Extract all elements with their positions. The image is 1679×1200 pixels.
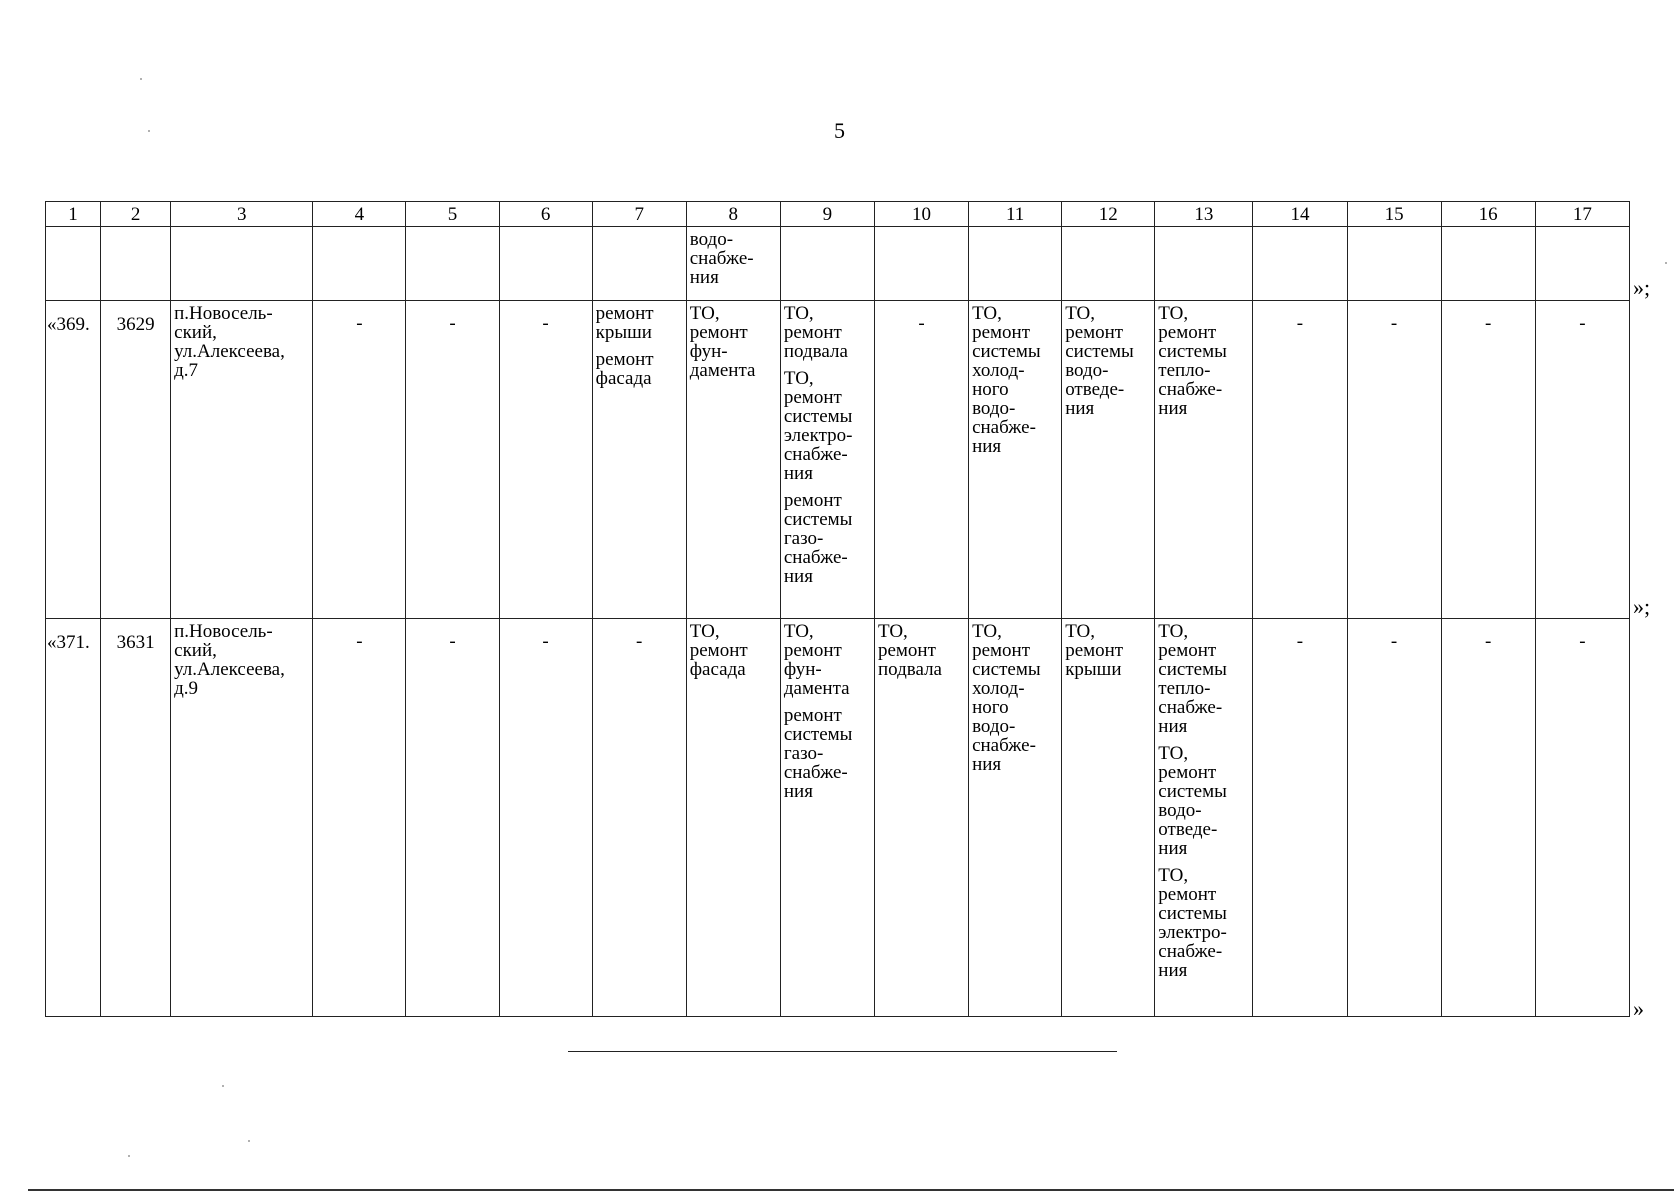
cell-text-block bbox=[878, 622, 965, 679]
empty-dash bbox=[316, 304, 402, 333]
cell-text-line: ремонт bbox=[689, 322, 748, 343]
cell-text-line: системы bbox=[1158, 659, 1227, 680]
table-cell bbox=[969, 619, 1062, 1017]
table-cell bbox=[780, 619, 874, 1017]
cell-text-line: ТО, bbox=[1065, 621, 1096, 642]
cell-text-line: холод- bbox=[972, 678, 1025, 699]
row-closing-quote: » bbox=[1633, 996, 1644, 1021]
cell-text-block bbox=[972, 304, 1058, 456]
cell-text-block bbox=[47, 633, 100, 652]
cell-text-line: ремонт bbox=[783, 705, 842, 726]
cell-text-line: ремонт bbox=[595, 303, 654, 324]
cell-text-line: системы bbox=[972, 341, 1041, 362]
cell-text-line: снабже- bbox=[689, 248, 754, 269]
column-header-6: 6 bbox=[499, 202, 592, 227]
cell-text-line: водо- bbox=[1158, 800, 1202, 821]
cell-text-line: ремонт bbox=[1065, 322, 1124, 343]
column-header-12: 12 bbox=[1062, 202, 1155, 227]
cell-text-line: водо- bbox=[1065, 360, 1109, 381]
cell-text-block bbox=[1158, 304, 1249, 418]
cell-text-line: ТО, bbox=[689, 303, 720, 324]
table-cell bbox=[1535, 227, 1629, 301]
table-cell bbox=[780, 227, 874, 301]
cell-text-line: отведе- bbox=[1158, 819, 1218, 840]
table-cell bbox=[1441, 227, 1535, 301]
cell-text-line: - bbox=[1390, 313, 1398, 334]
table-cell bbox=[313, 619, 406, 1017]
table-cell bbox=[101, 227, 171, 301]
empty-dash bbox=[596, 622, 683, 651]
table-cell bbox=[686, 619, 780, 1017]
cell-text-block bbox=[784, 706, 871, 801]
cell-text-line: ния bbox=[1158, 838, 1188, 859]
cell-text-line: 3629 bbox=[116, 314, 155, 335]
cell-text-line: ул.Алексеева, bbox=[174, 341, 285, 362]
cell-text-line: ТО, bbox=[1158, 743, 1189, 764]
cell-text-line: - bbox=[1296, 313, 1304, 334]
table-cell bbox=[874, 227, 968, 301]
cell-text-block bbox=[596, 350, 683, 388]
cell-text-line: ния bbox=[1158, 398, 1188, 419]
table-cell bbox=[1535, 301, 1629, 619]
cell-text-line: ремонт bbox=[1158, 322, 1217, 343]
table-cell bbox=[101, 301, 171, 619]
table-cell bbox=[592, 301, 686, 619]
table-cell bbox=[969, 301, 1062, 619]
column-header-5: 5 bbox=[406, 202, 499, 227]
table-cell bbox=[171, 227, 313, 301]
cell-text-line: фасада bbox=[595, 368, 652, 389]
cell-text-block bbox=[784, 622, 871, 698]
table-row bbox=[46, 301, 1630, 619]
cell-text-block bbox=[104, 633, 167, 652]
table-cell bbox=[1253, 227, 1347, 301]
empty-dash bbox=[1351, 304, 1438, 333]
repair-schedule-table bbox=[45, 201, 1630, 1017]
table-cell bbox=[1062, 227, 1155, 301]
cell-text-line: - bbox=[1485, 313, 1492, 334]
cell-text-line: ния bbox=[783, 781, 813, 802]
cell-text-line: - bbox=[1579, 631, 1586, 652]
cell-text-line: отведе- bbox=[1065, 379, 1125, 400]
cell-text-block bbox=[1065, 304, 1151, 418]
cell-text-block bbox=[690, 304, 777, 380]
table-cell bbox=[1062, 301, 1155, 619]
cell-text-line: фасада bbox=[689, 659, 746, 680]
cell-text-block bbox=[596, 304, 683, 342]
table-cell bbox=[1347, 619, 1441, 1017]
empty-dash bbox=[409, 622, 495, 651]
cell-text-line: «369. bbox=[47, 314, 90, 335]
table-cell bbox=[1155, 301, 1253, 619]
cell-text-line: дамента bbox=[783, 678, 850, 699]
table-cell bbox=[1535, 619, 1629, 1017]
cell-text-block bbox=[972, 622, 1058, 774]
cell-text-block bbox=[690, 230, 777, 287]
empty-dash bbox=[1256, 622, 1343, 651]
cell-text-block bbox=[1158, 622, 1249, 736]
table-cell bbox=[1155, 619, 1253, 1017]
cell-text-line: 3631 bbox=[116, 632, 155, 653]
cell-text-line: п.Новосель- bbox=[174, 303, 273, 324]
cell-text-line: ния bbox=[972, 436, 1002, 457]
cell-text-line: водо- bbox=[972, 398, 1016, 419]
cell-text-line: ремонт bbox=[1158, 762, 1217, 783]
table-cell bbox=[1253, 619, 1347, 1017]
column-header-9: 9 bbox=[780, 202, 874, 227]
cell-text-line: ул.Алексеева, bbox=[174, 659, 285, 680]
cell-text-line: ТО, bbox=[1158, 621, 1189, 642]
table-cell bbox=[171, 301, 313, 619]
table-cell bbox=[499, 301, 592, 619]
cell-text-line: ния bbox=[1065, 398, 1095, 419]
cell-text-line: электро- bbox=[783, 425, 853, 446]
cell-text-line: ного bbox=[972, 379, 1009, 400]
cell-text-line: электро- bbox=[1158, 922, 1227, 943]
column-header-2: 2 bbox=[101, 202, 171, 227]
cell-text-line: ремонт bbox=[1158, 640, 1217, 661]
cell-text-line: ТО, bbox=[1065, 303, 1096, 324]
cell-text-line: ТО, bbox=[783, 368, 814, 389]
cell-text-line: фун- bbox=[689, 341, 728, 362]
cell-text-line: - bbox=[1485, 631, 1492, 652]
cell-text-line: снабже- bbox=[972, 417, 1036, 438]
table-cell bbox=[313, 301, 406, 619]
cell-text-line: снабже- bbox=[783, 547, 848, 568]
cell-text-line: дамента bbox=[689, 360, 756, 381]
cell-text-block bbox=[784, 369, 871, 483]
cell-text-line: системы bbox=[1158, 781, 1227, 802]
row-closing-quote: »; bbox=[1633, 594, 1651, 619]
cell-text-line: - bbox=[1579, 313, 1586, 334]
table-cell bbox=[874, 619, 968, 1017]
table-cell bbox=[1062, 619, 1155, 1017]
cell-text-line: ния bbox=[1158, 960, 1188, 981]
table-cell bbox=[1441, 301, 1535, 619]
cell-text-line: ремонт bbox=[595, 349, 654, 370]
column-header-11: 11 bbox=[969, 202, 1062, 227]
column-header-7: 7 bbox=[592, 202, 686, 227]
column-header-17: 17 bbox=[1535, 202, 1629, 227]
cell-text-line: ТО, bbox=[1158, 303, 1189, 324]
empty-dash bbox=[503, 304, 589, 333]
cell-text-line: фун- bbox=[783, 659, 822, 680]
cell-text-line: ремонт bbox=[689, 640, 748, 661]
table-row bbox=[46, 227, 1630, 301]
table-cell bbox=[406, 227, 499, 301]
cell-text-line: ТО, bbox=[1158, 865, 1189, 886]
cell-text-line: крыши bbox=[1065, 659, 1122, 680]
cell-text-line: системы bbox=[1158, 903, 1227, 924]
empty-dash bbox=[878, 304, 965, 333]
table-row bbox=[46, 619, 1630, 1017]
cell-text-line: водо- bbox=[689, 229, 734, 250]
table-cell bbox=[874, 301, 968, 619]
cell-text-block bbox=[174, 304, 309, 380]
cell-text-line: газо- bbox=[783, 743, 824, 764]
table-cell bbox=[499, 227, 592, 301]
column-header-3: 3 bbox=[171, 202, 313, 227]
table-cell bbox=[1347, 301, 1441, 619]
cell-text-line: ремонт bbox=[1158, 884, 1217, 905]
table-cell bbox=[686, 301, 780, 619]
cell-text-line: - bbox=[918, 313, 925, 334]
cell-text-line: холод- bbox=[972, 360, 1025, 381]
column-header-14: 14 bbox=[1253, 202, 1347, 227]
table-cell bbox=[406, 301, 499, 619]
column-header-13: 13 bbox=[1155, 202, 1253, 227]
cell-text-line: - bbox=[449, 631, 456, 652]
cell-text-line: - bbox=[449, 313, 456, 334]
footnote-rule bbox=[568, 1051, 1117, 1052]
cell-text-line: - bbox=[542, 631, 549, 652]
cell-text-line: ния bbox=[783, 566, 813, 587]
table-cell bbox=[101, 619, 171, 1017]
cell-text-line: системы bbox=[1065, 341, 1134, 362]
column-header-8: 8 bbox=[686, 202, 780, 227]
cell-text-line: ремонт bbox=[783, 640, 842, 661]
cell-text-line: ного bbox=[972, 697, 1009, 718]
cell-text-line: ТО, bbox=[972, 303, 1002, 324]
cell-text-line: подвала bbox=[783, 341, 848, 362]
cell-text-block bbox=[1065, 622, 1151, 679]
table-cell bbox=[46, 227, 101, 301]
table-cell bbox=[1347, 227, 1441, 301]
cell-text-line: снабже- bbox=[1158, 379, 1223, 400]
table-cell bbox=[780, 301, 874, 619]
cell-text-line: ремонт bbox=[1065, 640, 1124, 661]
page-number: 5 bbox=[834, 118, 845, 143]
cell-text-line: ТО, bbox=[972, 621, 1002, 642]
empty-dash bbox=[1539, 622, 1626, 651]
cell-text-line: ремонт bbox=[783, 490, 842, 511]
cell-text-line: ремонт bbox=[972, 640, 1031, 661]
column-header-10: 10 bbox=[874, 202, 968, 227]
cell-text-line: крыши bbox=[595, 322, 652, 343]
cell-text-line: ремонт bbox=[972, 322, 1031, 343]
table-cell bbox=[592, 227, 686, 301]
cell-text-line: ния bbox=[972, 754, 1002, 775]
table-cell bbox=[1441, 619, 1535, 1017]
cell-text-block bbox=[1158, 744, 1249, 858]
empty-dash bbox=[1351, 622, 1438, 651]
table-cell bbox=[46, 301, 101, 619]
cell-text-line: - bbox=[356, 631, 363, 652]
table-cell bbox=[969, 227, 1062, 301]
column-header-15: 15 bbox=[1347, 202, 1441, 227]
empty-dash bbox=[1256, 304, 1343, 333]
cell-text-block bbox=[104, 315, 167, 334]
cell-text-block bbox=[174, 622, 309, 698]
cell-text-line: ремонт bbox=[783, 387, 842, 408]
cell-text-line: д.9 bbox=[174, 678, 199, 699]
cell-text-line: ния bbox=[689, 267, 719, 288]
column-header-4: 4 bbox=[313, 202, 406, 227]
bottom-rule bbox=[28, 1189, 1674, 1191]
table-cell bbox=[406, 619, 499, 1017]
cell-text-line: газо- bbox=[783, 528, 824, 549]
cell-text-line: снабже- bbox=[783, 444, 848, 465]
cell-text-line: ТО, bbox=[783, 621, 814, 642]
row-closing-quote: »; bbox=[1633, 275, 1651, 300]
empty-dash bbox=[1445, 622, 1532, 651]
cell-text-line: ния bbox=[1158, 716, 1188, 737]
table-cell bbox=[1155, 227, 1253, 301]
column-header-1: 1 bbox=[46, 202, 101, 227]
empty-dash bbox=[316, 622, 402, 651]
empty-dash bbox=[409, 304, 495, 333]
cell-text-line: ТО, bbox=[783, 303, 814, 324]
table-cell bbox=[592, 619, 686, 1017]
cell-text-line: подвала bbox=[877, 659, 942, 680]
table-cell bbox=[313, 227, 406, 301]
cell-text-line: системы bbox=[972, 659, 1041, 680]
cell-text-line: снабже- bbox=[1158, 697, 1223, 718]
cell-text-block bbox=[690, 622, 777, 679]
cell-text-line: ния bbox=[783, 463, 813, 484]
cell-text-line: ТО, bbox=[877, 621, 908, 642]
column-header-16: 16 bbox=[1441, 202, 1535, 227]
cell-text-line: тепло- bbox=[1158, 360, 1211, 381]
empty-dash bbox=[503, 622, 589, 651]
cell-text-block bbox=[47, 315, 100, 334]
cell-text-line: «371. bbox=[47, 632, 90, 653]
cell-text-line: ский, bbox=[174, 322, 217, 343]
table-cell bbox=[499, 619, 592, 1017]
cell-text-line: системы bbox=[783, 724, 853, 745]
cell-text-line: ремонт bbox=[783, 322, 842, 343]
table-cell bbox=[171, 619, 313, 1017]
table-cell bbox=[1253, 301, 1347, 619]
cell-text-line: п.Новосель- bbox=[174, 621, 273, 642]
cell-text-line: системы bbox=[783, 509, 853, 530]
cell-text-line: ремонт bbox=[877, 640, 936, 661]
cell-text-line: - bbox=[1296, 631, 1304, 652]
cell-text-line: водо- bbox=[972, 716, 1016, 737]
cell-text-line: снабже- bbox=[783, 762, 848, 783]
empty-dash bbox=[1445, 304, 1532, 333]
cell-text-line: д.7 bbox=[174, 360, 199, 381]
cell-text-block bbox=[784, 304, 871, 361]
cell-text-line: снабже- bbox=[1158, 941, 1223, 962]
column-number-row bbox=[46, 202, 1630, 227]
cell-text-line: - bbox=[1390, 631, 1398, 652]
empty-dash bbox=[1539, 304, 1626, 333]
cell-text-line: системы bbox=[1158, 341, 1227, 362]
cell-text-block bbox=[1158, 866, 1249, 980]
cell-text-line: снабже- bbox=[972, 735, 1036, 756]
cell-text-line: ский, bbox=[174, 640, 217, 661]
cell-text-line: - bbox=[636, 631, 643, 652]
cell-text-line: - bbox=[356, 313, 363, 334]
table-cell bbox=[686, 227, 780, 301]
cell-text-line: системы bbox=[783, 406, 853, 427]
table-cell bbox=[46, 619, 101, 1017]
cell-text-line: ТО, bbox=[689, 621, 720, 642]
cell-text-line: - bbox=[542, 313, 549, 334]
cell-text-block bbox=[784, 491, 871, 586]
cell-text-line: тепло- bbox=[1158, 678, 1211, 699]
